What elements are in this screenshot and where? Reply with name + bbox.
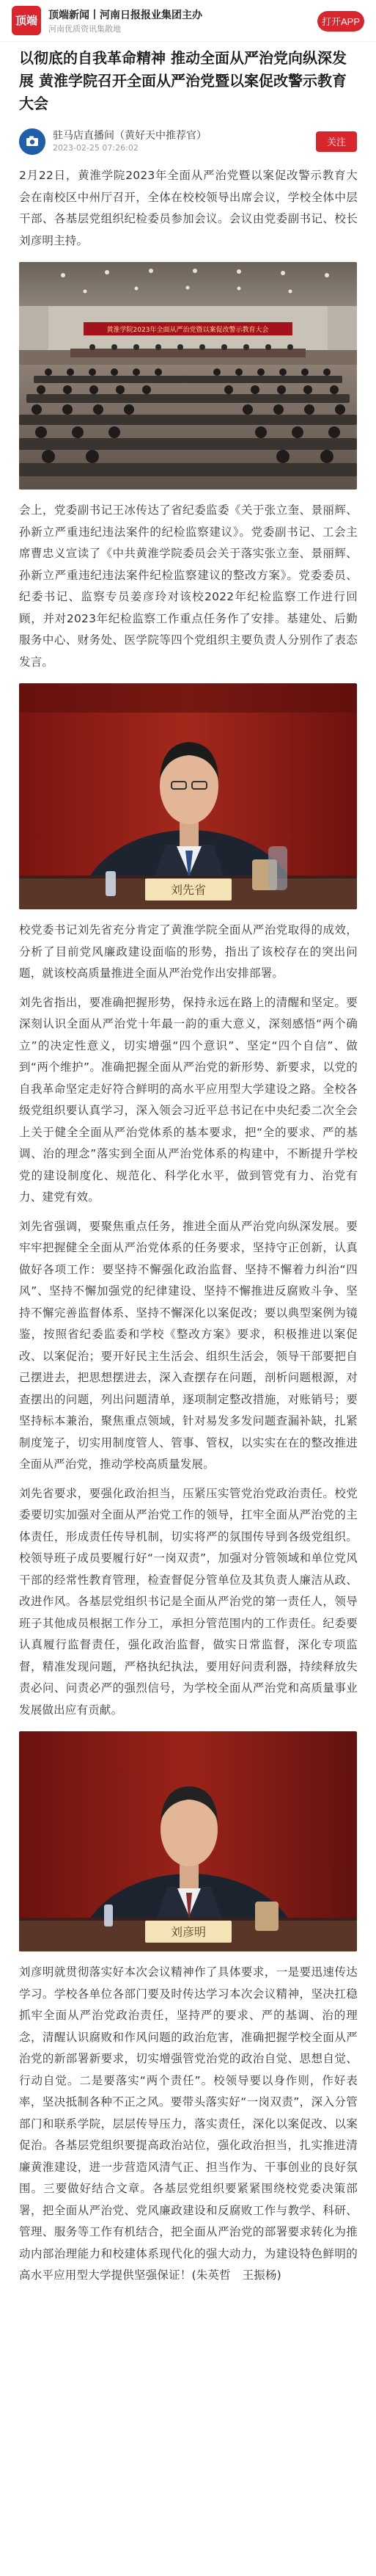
nameplate: 刘先省 <box>170 883 207 897</box>
author-avatar[interactable] <box>19 128 45 155</box>
brand-name: 顶端新闻丨河南日报报业集团主办 <box>48 10 202 21</box>
app-header <box>0 0 376 42</box>
speaker-photo-2[interactable] <box>19 1731 357 1951</box>
paragraph: 校党委书记刘先省充分肯定了黄淮学院全面从严治党取得的成效，分析了目前党风廉政建设面临的形势，指出了该校存在的突出问题，就该校高质量推进全面从严治党作出安排部署。 <box>19 923 358 980</box>
article <box>0 47 376 2287</box>
open-app-button[interactable]: 打开APP <box>317 11 364 32</box>
app-logo: 顶端 <box>12 6 41 35</box>
author-name[interactable]: 驻马店直播间（黄好天中推荐官） <box>53 130 207 142</box>
speaker-image-2 <box>19 1731 357 1951</box>
paragraph: 刘先省强调，要聚焦重点任务，推进全面从严治党向纵深发展。要牢牢把握健全全面从严治党体系的任务要求，坚持守正创新，认真做好各项工作：要坚持不懈强化政治监督、坚持不懈着力纠治“四风”、坚持不懈加强党的纪律建设、坚持不懈推进反腐败斗争、坚持不懈完善监督体系、坚持不懈深化以案促改；要以典型案例为镜鉴，按照省纪委监委和学校《整改方案》要求，积极推进以案促改、以案促治；要开好民主生活会、组织生活会，领导干部要把自己摆进去，把思想摆进去，深入查摆存在问题，剖析问题根源，对查摆出的问题，列出问题清单，逐项制定整改措施，对账销号；要坚持标本兼治，聚焦重点领域，针对易发多发问题查漏补缺，扎紧制度笼子，切实用制度管人、管事、管权，以实实在在的整改推进全面从严治党，推动学校高质量发展。 <box>19 1219 358 1471</box>
paragraph: 刘先省要求，要强化政治担当，压紧压实管党治党政治责任。校党委要切实加强对全面从严治党工作的领导，扛牢全面从严治党的主体责任，形成责任传导机制，切实将严的氛围传导到各级党组织。校领导班子成员要履行好“一岗双责”，加强对分管领域和单位党风干部的经常性教育管理，检查督促分管单位及其负责人廉洁从政、改进作风。各基层党组织书记是全面从严治党的第一责任人，领导班子其他成员根据工作分工，承担分管范围内的工作责任。纪委要认真履行监督责任，强化政治监督，做实日常监督，深化专项监督，精准发现问题，严格执纪执法，要用好问责利器，持续释放失责必问、问责必严的强烈信号，为学校全面从严治党和高质量事业发展做出应有贡献。 <box>19 1486 358 1717</box>
paragraph: 刘先省指出，要准确把握形势，保持永远在路上的清醒和坚定。要深刻认识全面从严治党十年最一韵的重大意义，深刻感悟“两个确立”的决定性意义，切实增强“四个意识”、坚定“四个自信”、做到“两个维护”。准确把握全面从严治党的新形势、新要求，以党的自我革命坚定走好符合鲜明的高水平应用型大学建设之路。全校各级党组织要认真学习，深入领会习近平总书记在中央纪委二次全会上关于健全全面从严治党体系的基本要求，把“全的要求、严的基调、治的理念”落实到全面从严治党体系的构建中，不断提升学校党的建设制度化、规范化、科学化水平，做到管党有力、治党有力、建党有效。 <box>19 995 358 1204</box>
paragraph: 刘彦明就贯彻落实好本次会议精神作了具体要求，一是要迅速传达学习。学校各单位各部门要及时传达学习本次会议精神，坚决扛稳抓牢全面从严治党政治责任，坚持严的要求、严的基调、治的理念，清醒认识腐败和作风问题的政治危害，准确把握学校全面从严治党的新部署新要求，切实增强管党治党的政治自觉、思想自觉、行动自觉。二是要落实“两个责任”。校领导要以身作则，作好表率，坚决抵制各种不正之风。要带头落实好“一岗双责”，深入分管部门和联系学院，层层传导压力，落实责任，深化以案促改、以案促治。各基层党组织要提高政治站位，强化政治担当，扎实推进清廉黄淮建设，进一步营造风清气正、担当作为、干事创业的良好氛围。三要做好结合文章。各基层党组织要紧紧围绕校党委决策部署，把全面从严治党、党风廉政建设和反腐败工作与教学、科研、管理、服务等工作有机结合，把全面从严治党的部署要求转化为推动内部治理能力和校建体系现代化的强大动力，为建设特色鲜明的高水平应用型大学提供坚强保证！(朱英哲 王振杨) <box>19 1965 358 2282</box>
speaker-image-1 <box>19 683 357 909</box>
paragraph: 2月22日，黄淮学院2023年全面从严治党暨以案促改警示教育大会在南校区中州厅召开，全体在校校领导出席会议，学校全体中层干部、各基层党组织纪检委员参加会议。会议由党委副书记、校长刘彦明主持。 <box>19 169 358 247</box>
brand-slogan: 河南优质资讯集散地 <box>48 24 121 34</box>
banner-text: 黄淮学院2023年全面从严治党暨以案促改警示教育大会 <box>106 327 269 334</box>
conference-hall-image <box>19 262 357 490</box>
publish-time: 2023-02-25 07:26:02 <box>53 143 139 153</box>
author-bar <box>19 125 357 158</box>
nameplate: 刘彦明 <box>170 1925 207 1939</box>
article-title: 以彻底的自我革命精神 推动全面从严治党向纵深发展 黄淮学院召开全面从严治党暨以案促改警示教育大会 <box>19 49 347 112</box>
paragraph: 会上，党委副书记王冰传达了省纪委监委《关于张立奎、景丽辉、孙新立严重违纪违法案件的纪检监察建议》。党委副书记、工会主席曹忠义宣读了《中共黄淮学院委员会关于落实张立奎、景丽辉、孙新立严重违纪违法案件纪检监察建议的整改方案》。党委委员、纪委书记、监察专员姜彦玲对该校2022年纪检监察工作进行回顾，并对2023年纪检监察工作重点任务作了安排。基建处、后勤服务中心、财务处、医学院等四个党组织主要负责人分别作了表态发言。 <box>19 503 358 669</box>
camera-icon <box>19 128 45 155</box>
conference-hall-photo[interactable] <box>19 262 357 490</box>
speaker-photo-1[interactable] <box>19 683 357 909</box>
follow-button[interactable]: 关注 <box>316 131 357 152</box>
